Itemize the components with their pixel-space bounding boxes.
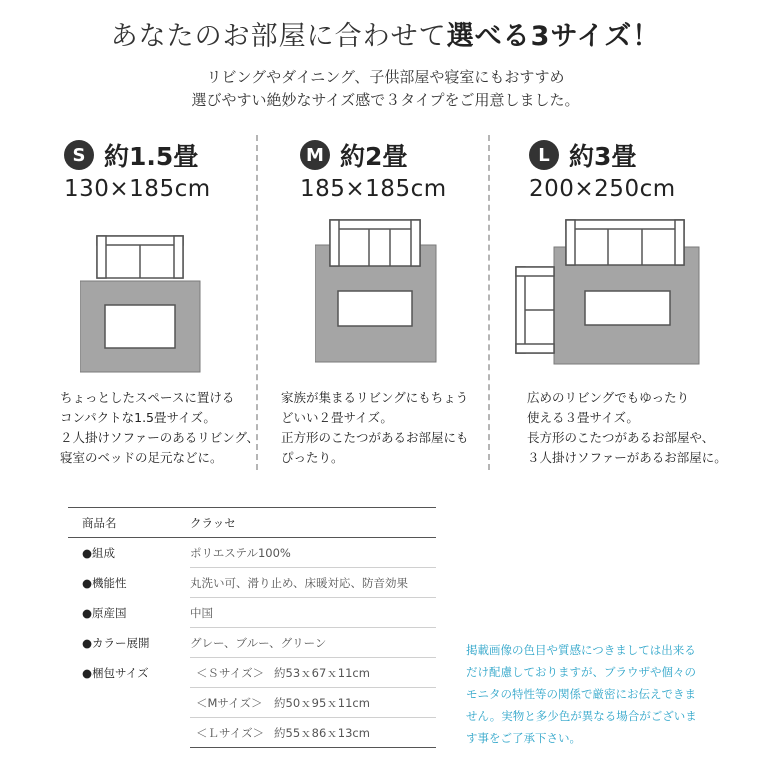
spec-label: ●機能性 bbox=[82, 575, 127, 590]
dimensions-l: 200×250cm bbox=[529, 176, 676, 202]
size-column-l bbox=[529, 138, 759, 202]
room-illustration-l bbox=[512, 215, 702, 370]
notice-line: モニタの特性等の関係で厳密にお伝えできま bbox=[466, 687, 696, 701]
two-seat-sofa-icon bbox=[97, 236, 183, 278]
size-badge-l: L bbox=[529, 140, 559, 170]
spec-value: 丸洗い可、滑り止め、床暖対応、防音効果 bbox=[190, 568, 436, 598]
spec-value: クラッセ bbox=[190, 515, 236, 530]
description-m bbox=[281, 388, 469, 468]
subtitle-line-2: 選びやすい絶妙なサイズ感で３タイプをご用意しました。 bbox=[191, 91, 580, 109]
side-sofa-icon bbox=[516, 267, 554, 353]
description-line: ちょっとしたスペースに置ける bbox=[60, 390, 235, 405]
subtitle-line-1: リビングやダイニング、子供部屋や寝室にもおすすめ bbox=[206, 68, 565, 86]
notice-line: 掲載画像の色目や質感につきましては出来る bbox=[466, 643, 696, 657]
description-line: 広めのリビングでもゆったり bbox=[527, 390, 690, 405]
description-line: ぴったり。 bbox=[281, 450, 344, 465]
spec-value bbox=[190, 688, 436, 718]
notice-line: す事をご了承下さい。 bbox=[466, 731, 581, 745]
tatami-label-m: 約2畳 bbox=[340, 142, 408, 171]
table-row bbox=[68, 688, 436, 718]
description-line: 家族が集まるリビングにもちょう bbox=[281, 390, 469, 405]
dimensions-m: 185×185cm bbox=[300, 176, 447, 202]
spec-label: ●組成 bbox=[82, 545, 116, 560]
description-line: 正方形のこたつがあるお部屋にも bbox=[281, 430, 469, 445]
packing-size-value: 約50ｘ95ｘ11cm bbox=[274, 695, 370, 710]
room-illustration-m bbox=[315, 215, 445, 365]
packing-size-label: ＜Mサイズ＞ bbox=[196, 695, 263, 710]
page-title bbox=[0, 14, 771, 53]
size-badge-m: M bbox=[300, 140, 330, 170]
description-line: 長方形のこたつがあるお部屋や、 bbox=[527, 430, 715, 445]
table-row bbox=[68, 718, 436, 748]
three-seat-sofa-icon bbox=[566, 220, 684, 265]
packing-size-value: 約55ｘ86ｘ13cm bbox=[274, 725, 370, 740]
size-badge-s: S bbox=[64, 140, 94, 170]
low-table-icon bbox=[338, 291, 412, 326]
size-column-s bbox=[64, 138, 294, 202]
tatami-label-l: 約3畳 bbox=[569, 142, 637, 171]
packing-size-label: ＜Ｓサイズ＞ bbox=[196, 665, 265, 680]
spec-value: グレー、ブルー、グリーン bbox=[190, 628, 436, 658]
description-s bbox=[60, 388, 259, 468]
title-emphasis: 選べる3サイズ！ bbox=[446, 21, 661, 52]
low-table-icon bbox=[105, 305, 175, 348]
table-row bbox=[68, 598, 436, 628]
spec-table bbox=[68, 507, 436, 748]
table-row bbox=[68, 568, 436, 598]
spec-label: ●カラー展開 bbox=[82, 635, 150, 650]
table-row bbox=[68, 508, 436, 538]
description-line: 寝室のベッドの足元などに。 bbox=[60, 450, 223, 465]
spec-value: ポリエステル100% bbox=[190, 538, 436, 568]
description-line: ３人掛けソファーがあるお部屋に。 bbox=[527, 450, 727, 465]
sofa-icon bbox=[330, 220, 420, 266]
color-disclaimer bbox=[466, 639, 697, 749]
notice-line: だけ配慮しておりますが、ブラウザや個々の bbox=[466, 665, 696, 679]
spec-value: 中国 bbox=[190, 598, 436, 628]
description-line: コンパクトな1.5畳サイズ。 bbox=[60, 410, 216, 425]
description-line: 使える３畳サイズ。 bbox=[527, 410, 639, 425]
tatami-label-s: 約1.5畳 bbox=[104, 142, 199, 171]
packing-size-value: 約53ｘ67ｘ11cm bbox=[274, 665, 370, 680]
room-illustration-s bbox=[80, 225, 230, 375]
spec-label: ●梱包サイズ bbox=[82, 665, 149, 680]
dimensions-s: 130×185cm bbox=[64, 176, 211, 202]
title-prefix: あなたのお部屋に合わせて bbox=[110, 21, 447, 52]
table-row bbox=[68, 538, 436, 568]
spec-value bbox=[190, 658, 436, 688]
spec-label: 商品名 bbox=[82, 515, 117, 530]
description-line: どいい２畳サイズ。 bbox=[281, 410, 393, 425]
notice-line: せん。実物と多少色が異なる場合がございま bbox=[466, 709, 697, 723]
packing-size-label: ＜Ｌサイズ＞ bbox=[196, 725, 265, 740]
spec-value bbox=[190, 718, 436, 748]
description-line: ２人掛けソファーのあるリビング、 bbox=[60, 430, 260, 445]
description-l bbox=[527, 388, 727, 468]
size-column-m bbox=[300, 138, 530, 202]
table-row bbox=[68, 658, 436, 688]
spec-label: ●原産国 bbox=[82, 605, 127, 620]
table-row bbox=[68, 628, 436, 658]
low-table-icon bbox=[585, 291, 670, 325]
